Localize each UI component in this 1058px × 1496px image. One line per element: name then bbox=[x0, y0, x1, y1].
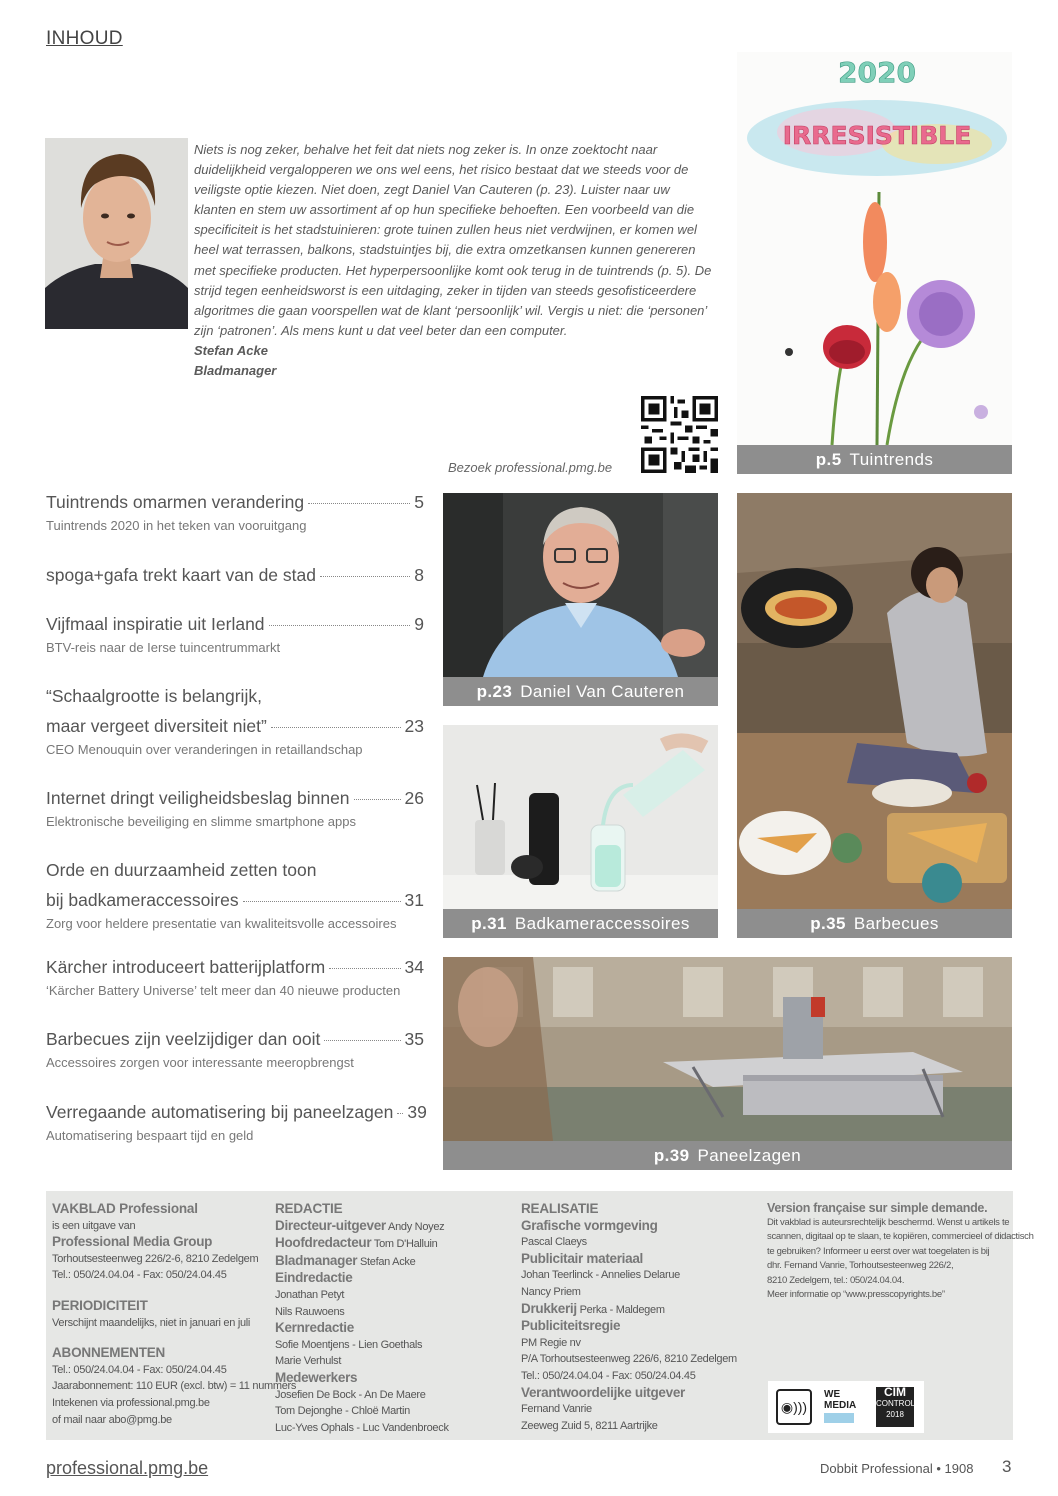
toc-item[interactable] bbox=[46, 855, 424, 933]
caption-cauteren[interactable]: p.23 Daniel Van Cauteren bbox=[443, 677, 718, 706]
section-title: INHOUD bbox=[46, 28, 123, 49]
editorial-role: Bladmanager bbox=[194, 363, 277, 379]
toc-title: Barbecues zijn veelzijdiger dan ooit bbox=[46, 1029, 321, 1049]
editorial-author: Stefan Acke bbox=[194, 342, 268, 358]
toc-title: bij badkameraccessoires bbox=[46, 890, 239, 910]
toc-page: 23 bbox=[404, 716, 424, 736]
colophon-copyright: Version française sur simple demande. Dit vakblad is auteursrechtelijk beschermd. Wenst u artikels te scannen, digitaal op te slaan, te kopiëren, commercieel of didactisch te gebruiken? Informeer u eerst over wat toegelaten is bij dhr. Fernand Vanrie, Torhoutsesteenweg 226/2, 8210 Zedelgem, tel.: 050/24.04.04. Meer informatie op “www.presscopyrights.be” bbox=[767, 1201, 1034, 1300]
toc-page: 35 bbox=[404, 1029, 424, 1049]
cover-year: 2020 bbox=[838, 56, 916, 89]
colophon-publisher: VAKBLAD Professional is een uitgave van Professional Media Group Torhoutsesteenweg 226/2-6, 8210 Zedelgem Tel.: 050/24.04.04 - Fax: 050/24.04.45 PERIODICITEIT Verschijnt maandelijks, niet in januari en juli ABONNEMENTEN Tel.: 050/24.04.04 - Fax: 050/24.04.45 Jaarabonnement: 110 EUR (excl. btw) = 11 nummers Intekenen via professional.pmg.be of mail naar abo@pmg.be bbox=[52, 1201, 297, 1426]
toc-dots bbox=[329, 968, 400, 969]
colophon-redactie: REDACTIE Directeur-uitgever Andy Noyez Hoofdredacteur Tom D'Halluin Bladmanager Stefan Acke Eindredactie Jonathan Petyt Nils Rauwoens Kernredactie Sofie Moentjens - Lien Goethals Marie Verhulst Medewerkers Josefien De Bock - An De Maere Tom Dejonghe - Chloë Martin Luc-Yves Ophals - Luc Vandenbroeck bbox=[275, 1201, 449, 1434]
toc-page: 26 bbox=[404, 788, 424, 808]
cim-logo: CIM CONTROLE 2018 bbox=[876, 1387, 914, 1427]
toc-title: Kärcher introduceert batterijplatform bbox=[46, 957, 326, 977]
caption-bad[interactable]: p.31 Badkameraccessoires bbox=[443, 909, 718, 938]
cover-word: IRRESISTIBLE bbox=[782, 121, 972, 150]
toc-subtitle: Elektronische beveiliging en slimme smartphone apps bbox=[46, 814, 356, 829]
photo-badkameraccessoires bbox=[443, 725, 718, 909]
toc-subtitle: CEO Menouquin over veranderingen in retaillandschap bbox=[46, 742, 363, 757]
toc-dots bbox=[397, 1113, 403, 1114]
colophon-realisatie: REALISATIE Grafische vormgeving Pascal Claeys Publicitair materiaal Johan Teerlinck - Annelies Delarue Nancy Priem Drukkerij Perka - Maldegem Publiciteitsregie PM Regie nv P/A Torhoutsesteenweg 226/6, 8210 Zedelgem Tel.: 050/24.04.04 - Fax: 050/24.04.45 Verantwoordelijke uitgever Fernand Vanrie Zeeweg Zuid 5, 8211 Aartrijke bbox=[521, 1201, 737, 1432]
toc-title: Tuintrends omarmen verandering bbox=[46, 492, 305, 512]
photo-paneelzagen bbox=[443, 957, 1012, 1141]
toc-dots bbox=[324, 1040, 400, 1041]
toc-title: spoga+gafa trekt kaart van de stad bbox=[46, 565, 316, 585]
caption-label: Tuintrends bbox=[849, 449, 934, 469]
caption-zagen[interactable]: p.39 Paneelzagen bbox=[443, 1141, 1012, 1170]
photo-barbecues bbox=[737, 493, 1012, 909]
caption-label: Daniel Van Cauteren bbox=[520, 681, 685, 701]
caption-label: Badkameraccessoires bbox=[514, 913, 690, 933]
toc-dots bbox=[320, 576, 410, 577]
toc-page: 31 bbox=[404, 890, 424, 910]
visit-website-text: Bezoek professional.pmg.be bbox=[448, 460, 613, 475]
colophon bbox=[46, 1191, 1034, 1440]
caption-bbq[interactable]: p.35 Barbecues bbox=[737, 909, 1012, 938]
toc-subtitle: BTV-reis naar de Ierse tuincentrummarkt bbox=[46, 640, 281, 655]
footer-website-link[interactable]: professional.pmg.be bbox=[46, 1458, 209, 1478]
toc-title: Internet dringt veiligheidsbeslag binnen bbox=[46, 788, 350, 808]
toc-dots bbox=[354, 799, 401, 800]
toc-dots bbox=[308, 503, 410, 504]
toc-item[interactable] bbox=[46, 609, 424, 657]
toc-item[interactable] bbox=[46, 1097, 427, 1145]
toc-title-line1: “Schaalgrootte is belangrijk, bbox=[46, 686, 262, 706]
caption-label: Paneelzagen bbox=[697, 1145, 802, 1165]
toc-title-line1: Orde en duurzaamheid zetten toon bbox=[46, 860, 317, 880]
editorial-text bbox=[194, 140, 714, 381]
toc-title: maar vergeet diversiteit niet” bbox=[46, 716, 267, 736]
footer-magazine-issue: Dobbit Professional • 1908 bbox=[820, 1461, 974, 1476]
we-media-logo: WE MEDIA bbox=[824, 1389, 866, 1423]
toc-item[interactable] bbox=[46, 560, 424, 590]
toc-dots bbox=[271, 727, 401, 728]
toc-dots bbox=[243, 901, 401, 902]
logo-strip bbox=[768, 1381, 924, 1433]
toc-subtitle: Zorg voor heldere presentatie van kwaliteitsvolle accessoires bbox=[46, 916, 397, 931]
toc-item[interactable] bbox=[46, 1024, 424, 1072]
toc-title: Verregaande automatisering bij paneelzagen bbox=[46, 1102, 394, 1122]
caption-label: Barbecues bbox=[853, 913, 939, 933]
editor-portrait bbox=[45, 138, 188, 329]
cover-image bbox=[737, 52, 1012, 445]
footer-page-number: 3 bbox=[1002, 1457, 1012, 1476]
caption-tuintrends[interactable]: p.5 Tuintrends bbox=[737, 445, 1012, 474]
toc-page: 8 bbox=[414, 565, 424, 585]
toc-subtitle: ‘Kärcher Battery Universe’ telt meer dan 40 nieuwe producten bbox=[46, 983, 401, 998]
qr-code-icon[interactable] bbox=[641, 396, 718, 473]
toc-page: 34 bbox=[404, 957, 424, 977]
broadcast-logo-icon: ◉))) bbox=[776, 1389, 812, 1425]
toc-item[interactable] bbox=[46, 783, 424, 831]
toc-item[interactable] bbox=[46, 952, 424, 1000]
toc-dots bbox=[269, 625, 411, 626]
toc-subtitle: Tuintrends 2020 in het teken van vooruitgang bbox=[46, 518, 307, 533]
photo-daniel-van-cauteren bbox=[443, 493, 718, 677]
editorial-body: Niets is nog zeker, behalve het feit dat niets nog zeker is. In onze zoektocht naar duidelijkheid vergalopperen we ons wel eens, het risico bestaat dat we steeds voor de veiligste optie kiezen. Niet doen, zegt Daniel Van Cauteren (p. 23). Luister naar uw klanten en stem uw assortiment af op hun specifieke behoeften. Een voorbeeld van die specificiteit is het stadstuinieren: grote tuinen zullen heus niet verdwijnen, er komen wel heel wat terrassen, balkons, stadstuintjes bij, die extra omzetkansen kunnen genereren met specifieke producten. Het hyperpersoonlijke komt ook terug in de tuintrends (p. 5). De strijd tegen eenheidsworst is een uitdaging, zeker in tijden van steeds gesofisticeerdere algoritmes die gaan voorspellen wat de klant ‘persoonlijk’ wil. Vergis u niet: die ‘personen’ zijn ‘patronen’. Als mens kunt u dat veel beter dan een computer. bbox=[194, 142, 712, 338]
toc-title: Vijfmaal inspiratie uit Ierland bbox=[46, 614, 265, 634]
toc-subtitle: Accessoires zorgen voor interessante meeropbrengst bbox=[46, 1055, 354, 1070]
toc-item[interactable] bbox=[46, 681, 424, 759]
toc-subtitle: Automatisering bespaart tijd en geld bbox=[46, 1128, 254, 1143]
toc-page: 9 bbox=[414, 614, 424, 634]
toc-item[interactable] bbox=[46, 487, 424, 535]
toc-page: 39 bbox=[407, 1102, 427, 1122]
toc-page: 5 bbox=[414, 492, 424, 512]
